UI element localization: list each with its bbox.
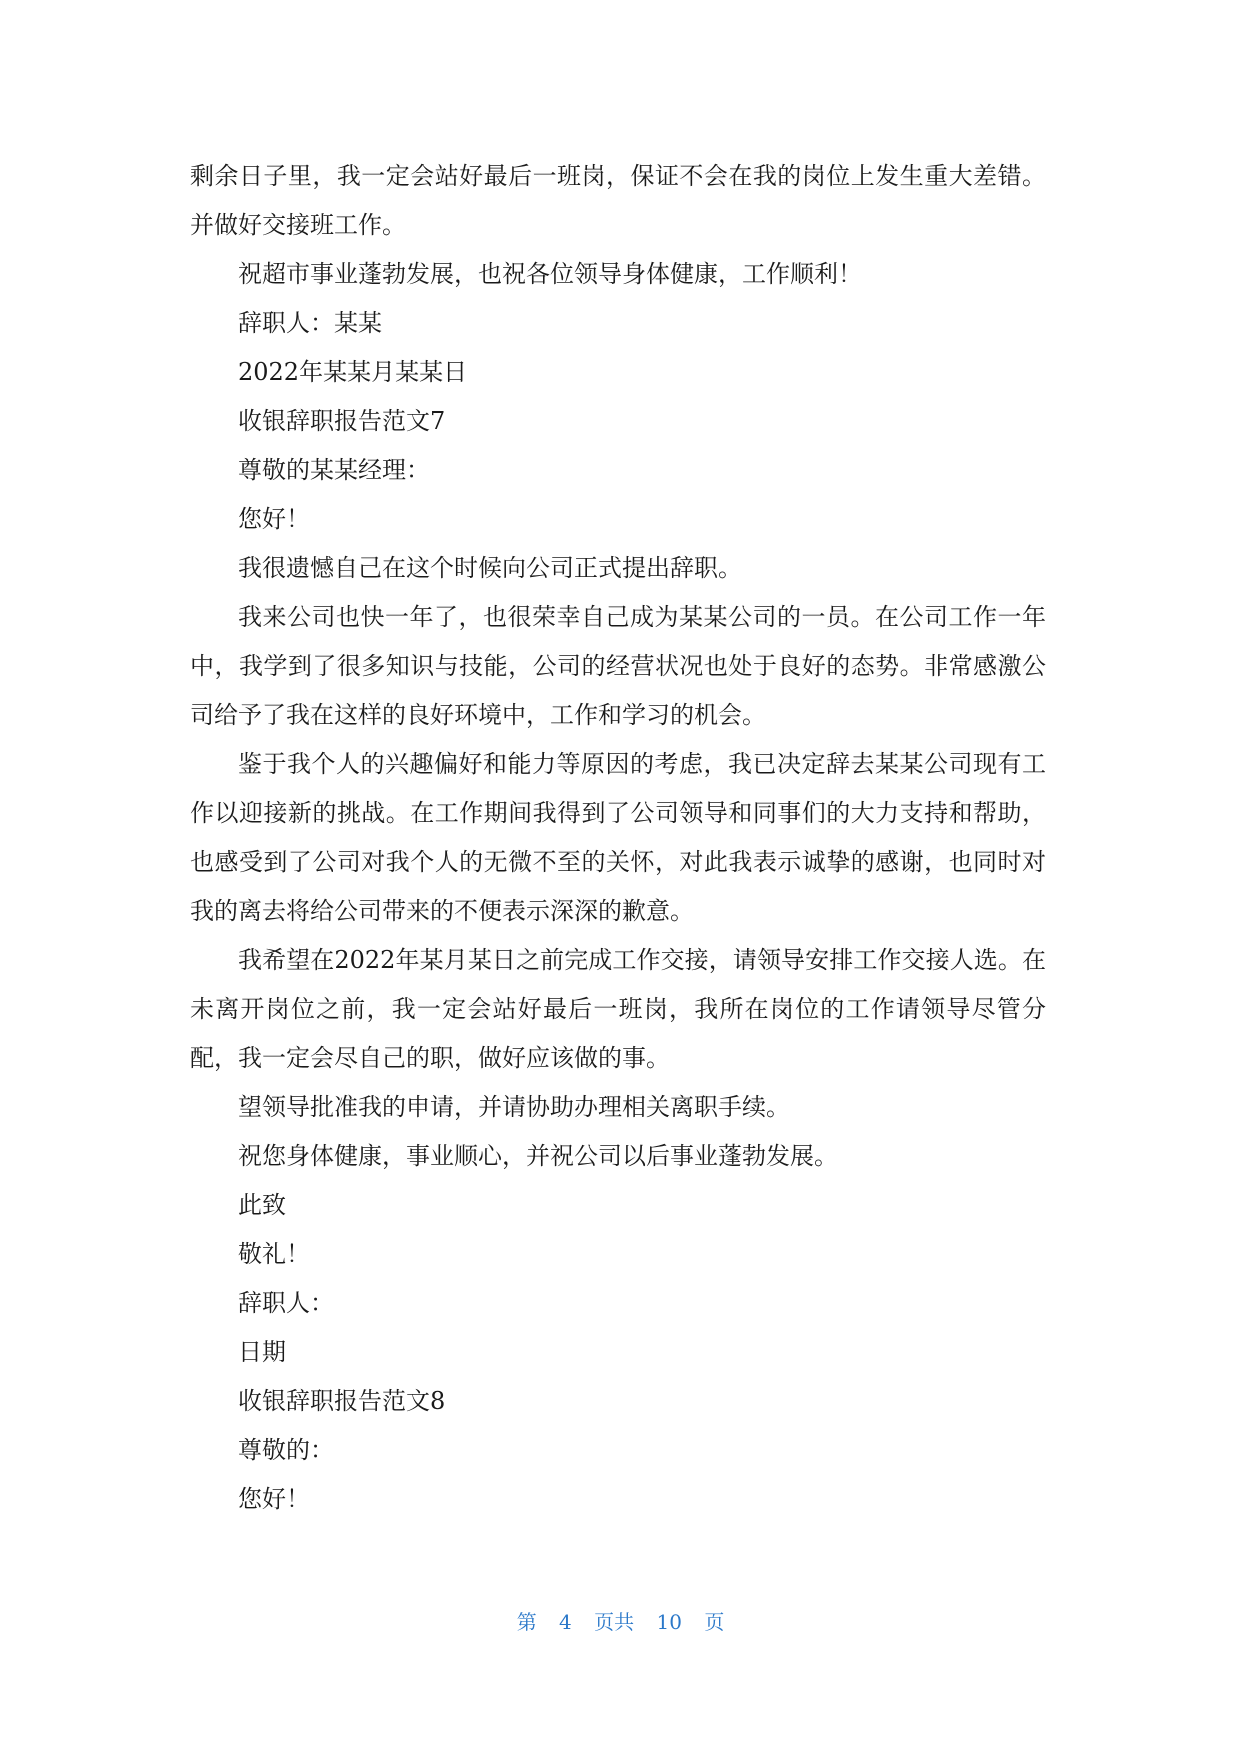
section-heading-7: 收银辞职报告范文7 <box>238 407 446 435</box>
paragraph-date: 2022年某某月某某日 <box>238 358 468 386</box>
paragraph-salutation: 尊敬的某某经理： <box>238 456 430 484</box>
paragraph-signer: 辞职人：某某 <box>238 309 382 337</box>
paragraph-closing: 此致 <box>238 1191 286 1219</box>
footer-total-pages: 10 <box>656 1610 682 1634</box>
footer-current-page: 4 <box>559 1610 572 1634</box>
section-heading-8: 收银辞职报告范文8 <box>238 1387 446 1415</box>
paragraph-body: 我希望在2022年某月某日之前完成工作交接，请领导安排工作交接人选。在未离开岗位之前，我一定会站好最后一班岗，我所在岗位的工作请领导尽管分配，我一定会尽自己的职，做好应该做的事。 <box>190 946 1046 1072</box>
footer-suffix: 页 <box>704 1610 725 1634</box>
paragraph-wishes: 祝超市事业蓬勃发展，也祝各位领导身体健康，工作顺利！ <box>238 260 862 288</box>
paragraph-body: 祝您身体健康，事业顺心，并祝公司以后事业蓬勃发展。 <box>238 1142 838 1170</box>
paragraph-greeting: 您好！ <box>238 505 310 533</box>
footer-middle: 页共 <box>594 1610 635 1634</box>
document-body <box>190 152 1046 1524</box>
paragraph-continuation: 剩余日子里，我一定会站好最后一班岗，保证不会在我的岗位上发生重大差错。并做好交接班工作。 <box>190 162 1046 239</box>
footer-prefix: 第 <box>516 1610 537 1634</box>
paragraph-date: 日期 <box>238 1338 286 1366</box>
paragraph-body: 我很遗憾自己在这个时候向公司正式提出辞职。 <box>238 554 742 582</box>
paragraph-body: 我来公司也快一年了，也很荣幸自己成为某某公司的一员。在公司工作一年中，我学到了很多知识与技能，公司的经营状况也处于良好的态势。非常感激公司给予了我在这样的良好环境中，工作和学习的机会。 <box>190 603 1046 729</box>
paragraph-greeting: 您好！ <box>238 1485 310 1513</box>
paragraph-salutation: 尊敬的： <box>238 1436 334 1464</box>
paragraph-signer: 辞职人： <box>238 1289 334 1317</box>
page-footer <box>0 1606 1241 1635</box>
paragraph-body: 望领导批准我的申请，并请协助办理相关离职手续。 <box>238 1093 790 1121</box>
paragraph-closing: 敬礼！ <box>238 1240 310 1268</box>
paragraph-body: 鉴于我个人的兴趣偏好和能力等原因的考虑，我已决定辞去某某公司现有工作以迎接新的挑战。在工作期间我得到了公司领导和同事们的大力支持和帮助，也感受到了公司对我个人的无微不至的关怀，对此我表示诚挚的感谢，也同时对我的离去将给公司带来的不便表示深深的歉意。 <box>190 750 1046 925</box>
